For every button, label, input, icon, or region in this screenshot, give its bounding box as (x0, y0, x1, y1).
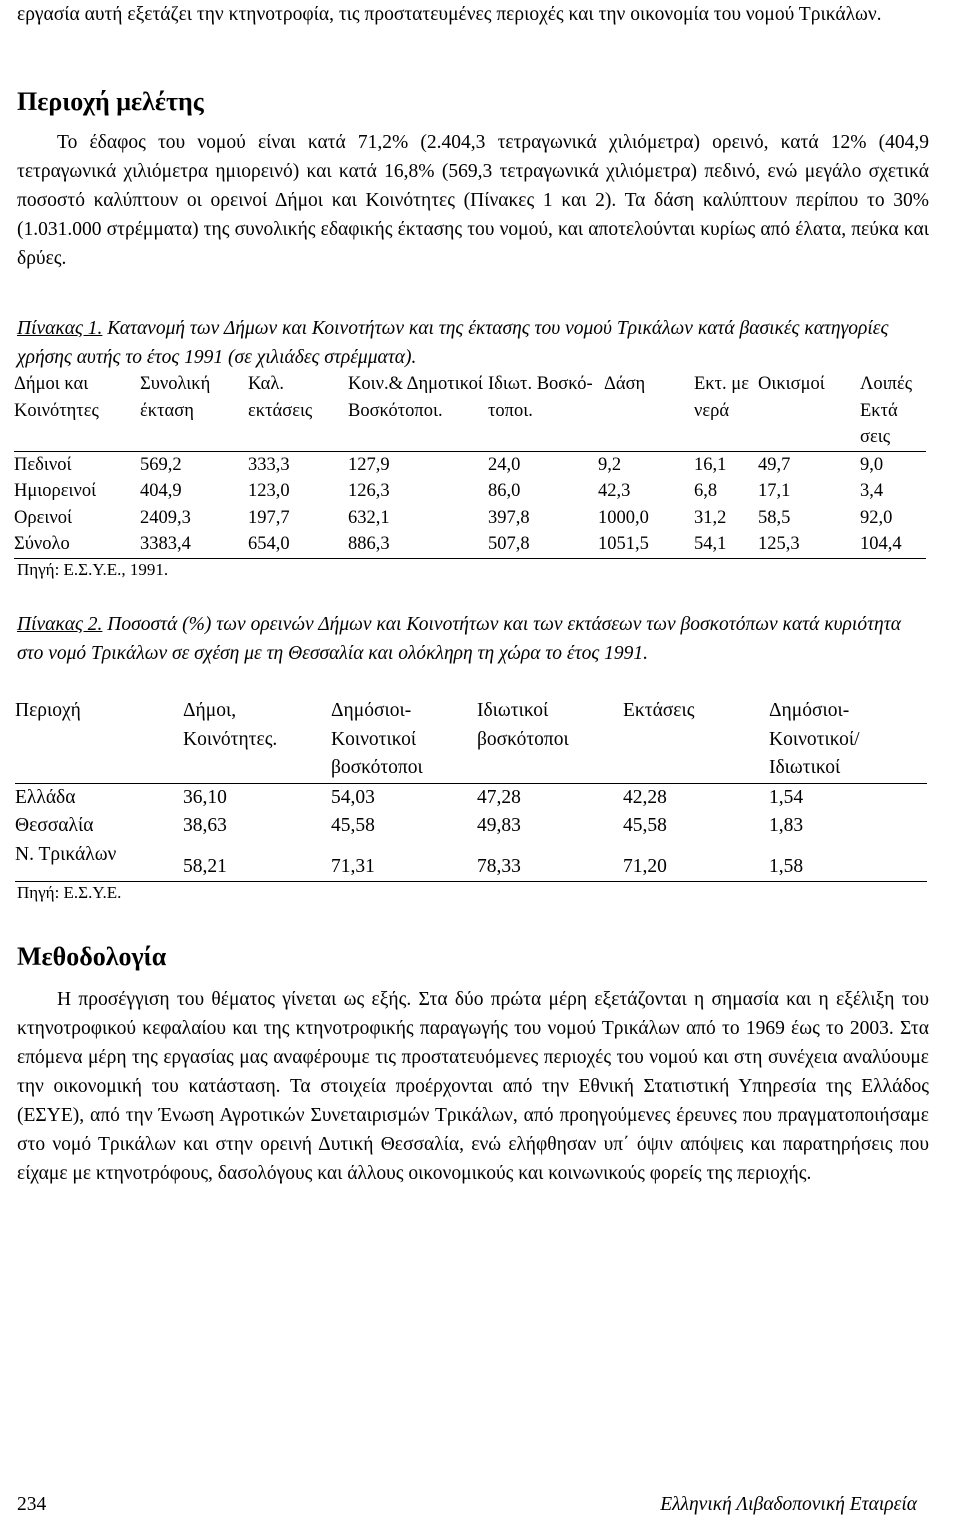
table-cell: 24,0 (488, 454, 521, 475)
table1-header-cell: Δήμοι και Κοινότητες (14, 374, 99, 421)
table2-header-cell: Δημόσιοι-Κοινοτικοί βοσκότοποι (331, 700, 423, 778)
table1-header-cell: Εκτ. με νερά (694, 374, 749, 421)
table1-header-cell: Ιδιωτ. Βοσκό-τοποι. (488, 374, 593, 421)
table-cell: 78,33 (477, 855, 521, 877)
table-cell: 42,3 (598, 481, 631, 501)
table2-header-cell: Ιδιωτικοί βοσκότοποι (477, 700, 569, 750)
table-cell: 71,20 (623, 855, 667, 877)
table-cell: Ελλάδα (15, 786, 76, 808)
table-cell: 38,63 (183, 815, 227, 836)
table-row (15, 841, 927, 882)
methodology-paragraph: Η προσέγγιση του θέματος γίνεται ως εξής. Στα δύο πρώτα μέρη εξετάζονται η σημασία και η εξέλιξη του κτηνοτροφικού κεφαλαίου και της κτηνοτροφικής παραγωγής του νομού Τρικάλων από το 1969 έως το 2003. Στα επόμενα μέρη της εργασίας μας αναφέρουμε τις προστατευόμενες περιοχές του νομού και στη συνέχεια αναλύουμε την οικονομική του κατάσταση. Τα στοιχεία προέρχονται από την Εθνική Στατιστική Υπηρεσία της Ελλάδος (ΕΣΥΕ), από την Ένωση Αγροτικών Συνεταιρισμών Τρικάλων, από προηγούμενες έρευνες που πραγματοποιήσαμε στο νομό Τρικάλων και στην ορεινή Δυτική Θεσσαλία, ενώ ελήφθησαν υπ΄ όψιν απόψεις και παρατηρήσεις που είχαμε με κτηνοτρόφους, δασολόγους και άλλους οικονομικούς και κοινωνικούς φορείς της περιοχής. (17, 989, 929, 1184)
table1-source: Πηγή: Ε.Σ.Υ.Ε., 1991. (17, 560, 169, 579)
table-cell: Πεδινοί (14, 454, 72, 475)
page-number: 234 (17, 1494, 47, 1515)
table-cell: 104,4 (860, 534, 902, 554)
study-area-heading: Περιοχή μελέτης (17, 87, 204, 116)
table-cell: Ν. Τρικάλων (15, 843, 117, 865)
table2-header-cell: Δημόσιοι-Κοινοτικοί/Ιδιωτικοί (769, 700, 860, 778)
table-cell: 47,28 (477, 786, 521, 808)
table-cell: 9,2 (598, 454, 622, 475)
intro-paragraph: εργασία αυτή εξετάζει την κτηνοτροφία, τις προστατευμένες περιοχές και την οικονομία του νομού Τρικάλων. (17, 4, 882, 25)
table-cell: 654,0 (248, 534, 290, 554)
table-cell: 17,1 (758, 481, 791, 501)
table1 (14, 371, 926, 559)
table1-caption-text: Κατανομή των Δήμων και Κοινοτήτων και της έκτασης του νομού Τρικάλων κατά βασικές κατηγορίες χρήσης αυτής το έτος 1991 (σε χιλιάδες στρέμματα). (17, 318, 889, 368)
table-cell: 126,3 (348, 481, 390, 501)
table1-header-row (14, 371, 926, 451)
table2-source: Πηγή: Ε.Σ.Υ.Ε. (17, 883, 122, 902)
table-cell: 16,1 (694, 454, 727, 475)
table2-caption (17, 610, 929, 668)
table-cell: 1000,0 (598, 507, 649, 528)
table-cell: 92,0 (860, 507, 893, 528)
table-row (14, 531, 926, 558)
table1-header-cell: Οικισμοί (758, 374, 825, 394)
table-cell: 45,58 (331, 815, 375, 836)
table-cell: 9,0 (860, 454, 884, 475)
table-cell: 58,21 (183, 855, 227, 877)
table-cell: 71,31 (331, 855, 375, 877)
table2-header-cell: Περιοχή (15, 700, 81, 721)
table-cell: 507,8 (488, 534, 530, 554)
table-cell: Ορεινοί (14, 507, 72, 528)
table2-caption-text: Ποσοστά (%) των ορεινών Δήμων και Κοινοτήτων και των εκτάσεων των βοσκοτόπων κατά κυριότητα στο νομό Τρικάλων σε σχέση με τη Θεσσαλία και ολόκληρη τη χώρα το έτος 1991. (17, 614, 901, 664)
table-row (15, 783, 927, 812)
table-cell: 1,58 (769, 855, 804, 877)
table-cell: 1051,5 (598, 534, 649, 554)
table-cell: 36,10 (183, 786, 227, 808)
table-cell: 6,8 (694, 481, 718, 501)
table1-header-cell: Καλ. εκτάσεις (248, 374, 313, 421)
table2-header-cell: Δήμοι, Κοινότητες. (183, 700, 278, 750)
table2-caption-label: Πίνακας 2. (17, 614, 103, 635)
table-cell: 3,4 (860, 481, 884, 501)
table1-header-cell: Συνολική έκταση (140, 374, 211, 421)
table1-header-cell: Δάση (604, 374, 646, 394)
table-row (14, 505, 926, 532)
table-cell: 632,1 (348, 507, 390, 528)
table-cell: Ημιορεινοί (14, 481, 97, 501)
table-cell: 1,83 (769, 815, 804, 836)
table-cell: Σύνολο (14, 534, 70, 554)
table-cell: 31,2 (694, 507, 727, 528)
table-row (15, 812, 927, 841)
table-cell: 569,2 (140, 454, 182, 475)
table1-caption-label: Πίνακας 1. (17, 318, 103, 339)
table-cell: 2409,3 (140, 507, 191, 528)
page-footer (17, 1492, 917, 1518)
table-cell: 3383,4 (140, 534, 191, 554)
table1-header-cell: Κοιν.& Δημοτικοί Βοσκότοποι. (348, 374, 483, 421)
table-cell: 49,7 (758, 454, 791, 475)
table2 (15, 697, 927, 882)
table-cell: 397,8 (488, 507, 530, 528)
table-cell: 1,54 (769, 786, 804, 808)
table2-header-cell: Εκτάσεις (623, 700, 695, 721)
table-cell: 125,3 (758, 534, 800, 554)
study-area-paragraph: Το έδαφος του νομού είναι κατά 71,2% (2.404,3 τετραγωνικά χιλιόμετρα) ορεινό, κατά 12% (404,9 τετραγωνικά χιλιόμετρα ημιορεινό) και κατά 16,8% (569,3 τετραγωνικά χιλιόμετρα) πεδινό, ενώ μεγάλο σχετικά ποσοστό καλύπτουν οι ορεινοί Δήμοι και Κοινότητες (Πίνακες 1 και 2). Τα δάση καλύπτουν περίπου το 30% (1.031.000 στρέμματα) της συνολικής εδαφικής έκτασης του νομού, και αποτελούνται κυρίως από έλατα, πεύκα και δρύες. (17, 132, 929, 269)
table-cell: 127,9 (348, 454, 390, 475)
table-cell: Θεσσαλία (15, 815, 94, 836)
table-cell: 45,58 (623, 815, 667, 836)
table1-header-cell: Λοιπές Εκτά σεις (860, 374, 913, 447)
table-cell: 54,03 (331, 786, 375, 808)
table-cell: 333,3 (248, 454, 290, 475)
table-row (14, 451, 926, 478)
table-cell: 123,0 (248, 481, 290, 501)
table-row (14, 478, 926, 505)
table-cell: 404,9 (140, 481, 182, 501)
table-cell: 86,0 (488, 481, 521, 501)
society-name: Ελληνική Λιβαδοπονική Εταιρεία (660, 1494, 917, 1515)
table-cell: 49,83 (477, 815, 521, 836)
table-cell: 197,7 (248, 507, 290, 528)
table-cell: 42,28 (623, 786, 667, 808)
table1-caption (17, 314, 929, 372)
table-cell: 886,3 (348, 534, 390, 554)
methodology-heading: Μεθοδολογία (17, 942, 167, 971)
table-cell: 58,5 (758, 507, 791, 528)
table2-header-row (15, 697, 927, 783)
table-cell: 54,1 (694, 534, 727, 554)
